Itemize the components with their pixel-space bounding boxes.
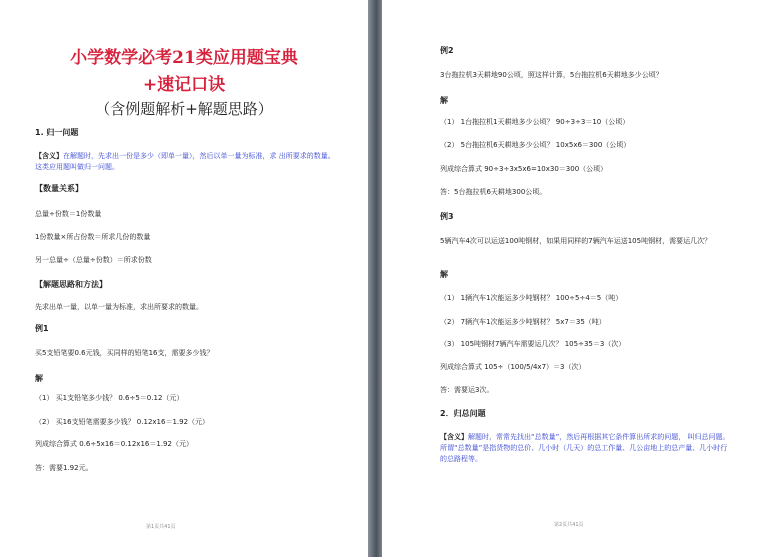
example1-question: 买5支铅笔要0.6元钱，买同样的铅笔16支，需要多少钱？ <box>35 349 214 357</box>
example2-answer: 答：5台拖拉机6天耕地300公顷。 <box>440 188 547 196</box>
example2-step2: （2） 5台拖拉机6天耕地多少公顷？ 10x5x6＝300（公顷） <box>440 141 631 149</box>
example1-answer: 答：需要1.92元。 <box>35 464 93 472</box>
page-2 <box>382 0 768 557</box>
relation-1: 总量÷份数＝1份数量 <box>35 210 102 218</box>
example3-combined: 列成综合算式 105÷（100/5/4x7）＝3（次） <box>440 363 586 371</box>
section2-heading: 2．归总问题 <box>440 409 486 418</box>
section1-heading: 1. 归一问题 <box>35 128 79 137</box>
example2-heading: 例2 <box>440 46 454 55</box>
example1-heading: 例1 <box>35 324 49 333</box>
relation-3: 另一总量÷（总量÷份数）＝所求份数 <box>35 256 152 264</box>
doc-subtitle: （含例题解析+解题思路） <box>95 100 273 118</box>
example3-step1: （1） 1辆汽车1次能运多少吨钢材？ 100÷5÷4＝5（吨） <box>440 294 623 302</box>
example2-question: 3台拖拉机3天耕地90公顷，照这样计算，5台拖拉机6天耕地多少公顷？ <box>440 71 663 79</box>
doc-title: 小学数学必考21类应用题宝典 <box>70 48 298 68</box>
relation-2: 1份数量×所占份数＝所求几份的数量 <box>35 233 151 241</box>
page-footer: 第1页共41页 <box>146 524 176 530</box>
example2-step1: （1） 1台拖拉机1天耕地多少公顷？ 90÷3÷3＝10（公顷） <box>440 118 630 126</box>
section2-definition-text: 解题时，常常先找出“总数量”，然后再根据其它条件算出所求的问题， 叫归总问题。所谓“总数量”是指货物的总价、几小时（几天）的总工作量、几公亩地上的总产量、几小时行的总路程等。 <box>440 433 730 463</box>
section2-definition-label: 【含义】 <box>440 433 468 441</box>
page-1 <box>0 0 368 557</box>
method-heading: 【解题思路和方法】 <box>35 280 107 289</box>
example3-answer: 答：需要运3次。 <box>440 386 494 394</box>
page-gutter <box>368 0 382 557</box>
doc-title-sub: +速记口诀 <box>142 75 226 95</box>
example3-solution-label: 解 <box>440 270 448 279</box>
example2-combined: 列成综合算式 90÷3÷3x5x6=10x30＝300（公顷） <box>440 165 608 173</box>
section2-definition <box>440 432 730 465</box>
relation-heading: 【数量关系】 <box>35 184 83 193</box>
page-footer-2: 第2页共41页 <box>554 522 584 528</box>
definition-label: 【含义】 <box>35 152 63 160</box>
definition-paragraph <box>35 151 335 173</box>
example3-step3: （3） 105吨钢材7辆汽车需要运几次？ 105÷35＝3（次） <box>440 340 626 348</box>
example1-combined: 列成综合算式 0.6÷5x16＝0.12x16＝1.92（元） <box>35 440 193 448</box>
example1-step2: （2） 买16支铅笔需要多少钱？ 0.12x16＝1.92（元） <box>35 418 210 426</box>
example3-question: 5辆汽车4次可以运送100吨钢材，如果用同样的7辆汽车运送105吨钢材，需要运几次？ <box>440 237 712 245</box>
solution-label: 解 <box>35 374 43 383</box>
method-text: 先求出单一量，以单一量为标准，求出所要求的数量。 <box>35 303 203 311</box>
example1-step1: （1） 买1支铅笔多少钱？ 0.6÷5＝0.12（元） <box>35 394 184 402</box>
example2-solution-label: 解 <box>440 96 448 105</box>
definition-text: 在解题时，先求出一份是多少（即单一量），然后以单一量为标准，求 出所要求的数量。这类应用题叫做归一问题。 <box>35 152 335 171</box>
example3-heading: 例3 <box>440 212 454 221</box>
example3-step2: （2） 7辆汽车1次能运多少吨钢材？ 5x7＝35（吨） <box>440 318 606 326</box>
